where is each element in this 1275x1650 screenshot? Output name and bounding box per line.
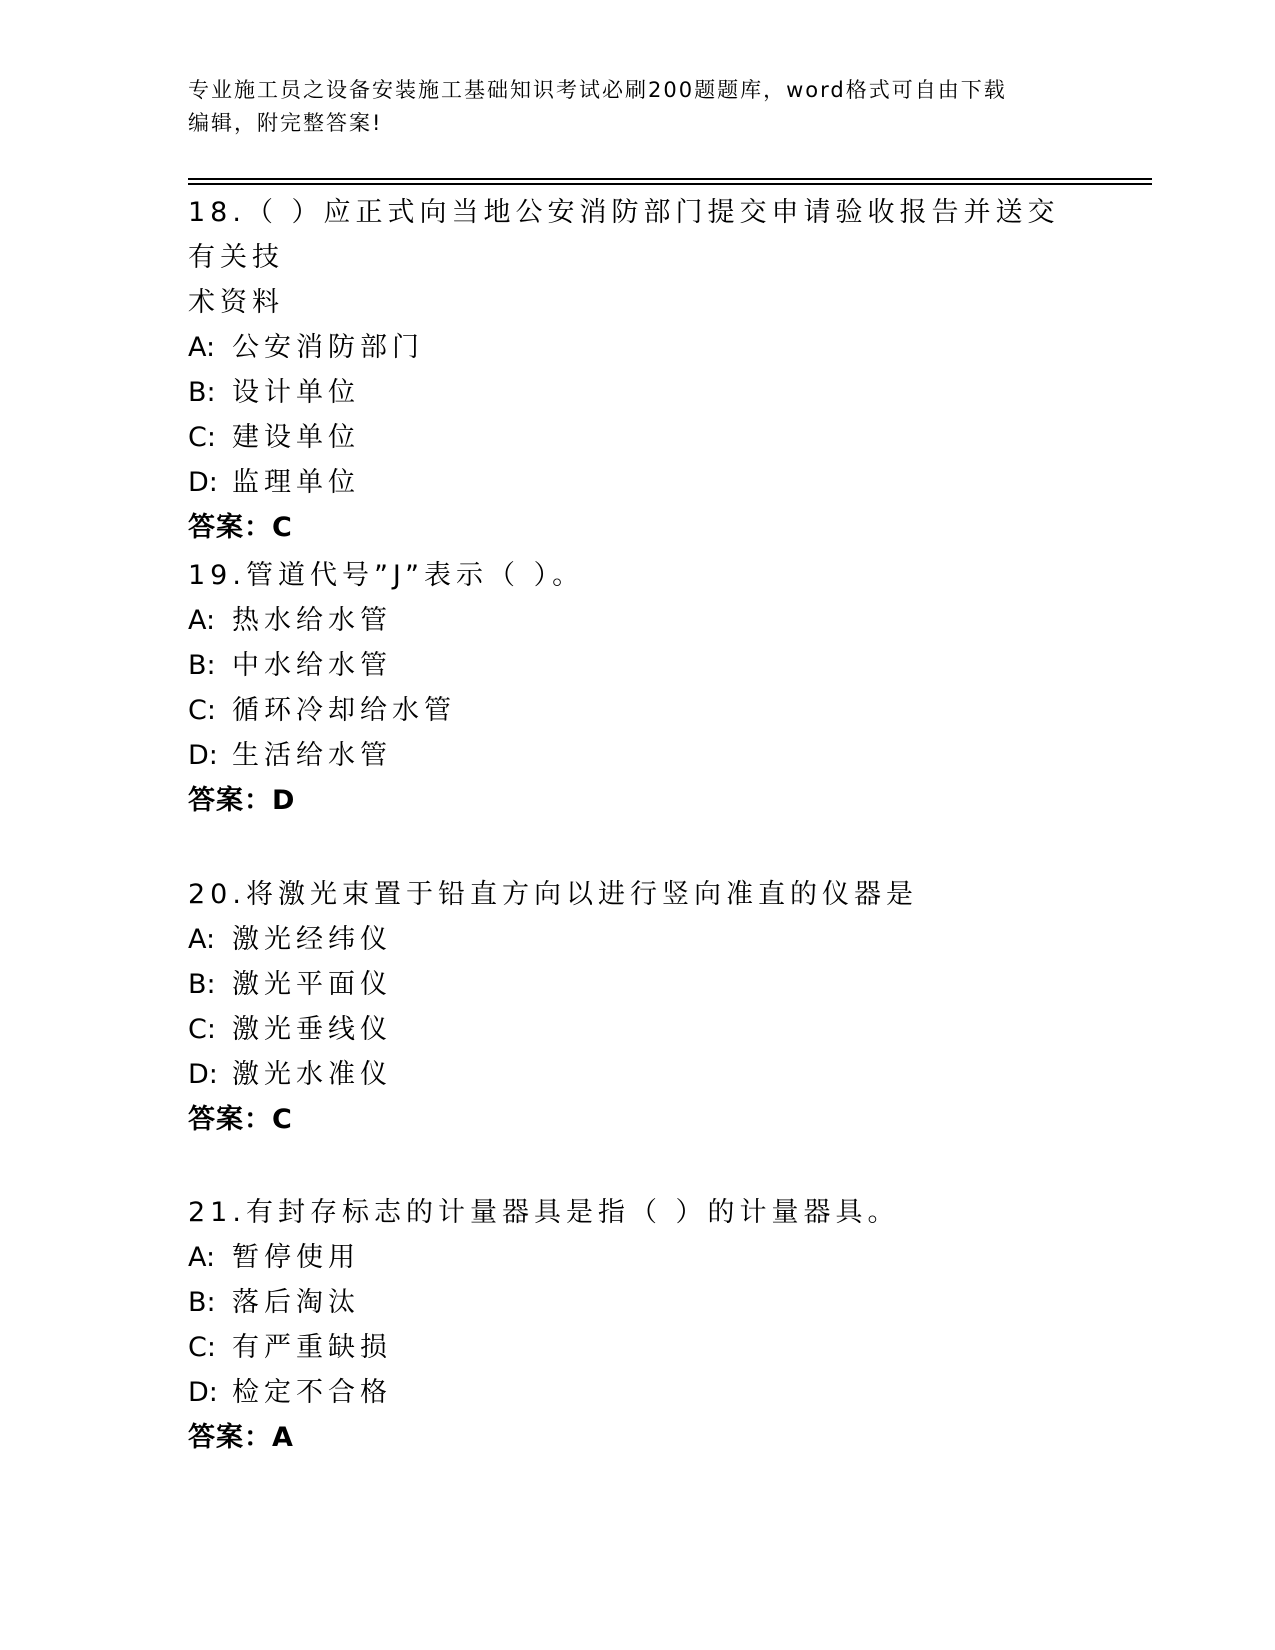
option-text: 循环冷却给水管 bbox=[232, 695, 456, 726]
answer-value: C bbox=[272, 1104, 292, 1135]
option-letter: A: bbox=[188, 1242, 216, 1273]
option-text: 生活给水管 bbox=[232, 740, 392, 771]
option-c bbox=[188, 1325, 1068, 1370]
option-a bbox=[188, 598, 1068, 643]
option-letter: D: bbox=[188, 740, 218, 771]
option-text: 落后淘汰 bbox=[232, 1287, 360, 1318]
question-text: 19.管道代号”J”表示（ ）。 bbox=[188, 560, 585, 591]
option-letter: D: bbox=[188, 467, 218, 498]
option-letter: C: bbox=[188, 1332, 216, 1363]
option-text: 激光平面仪 bbox=[232, 969, 392, 1000]
question-21 bbox=[188, 1190, 1068, 1460]
option-b bbox=[188, 370, 1068, 415]
answer-value: D bbox=[272, 785, 295, 816]
option-text: 中水给水管 bbox=[232, 650, 392, 681]
answer bbox=[188, 778, 1068, 823]
option-letter: B: bbox=[188, 377, 216, 408]
answer-value: C bbox=[272, 512, 292, 543]
option-a bbox=[188, 1235, 1068, 1280]
option-text: 激光水准仪 bbox=[232, 1059, 392, 1090]
option-text: 公安消防部门 bbox=[232, 332, 424, 363]
question-text-continued: 术资料 bbox=[188, 287, 284, 318]
document-header bbox=[188, 74, 1088, 140]
header-line-1: 专业施工员之设备安装施工基础知识考试必刷200题题库，word格式可自由下载 bbox=[188, 78, 1007, 102]
option-b bbox=[188, 643, 1068, 688]
option-letter: C: bbox=[188, 1014, 216, 1045]
header-divider-bottom bbox=[188, 183, 1152, 185]
option-text: 有严重缺损 bbox=[232, 1332, 392, 1363]
option-c bbox=[188, 415, 1068, 460]
option-letter: B: bbox=[188, 1287, 216, 1318]
option-c bbox=[188, 688, 1068, 733]
option-text: 监理单位 bbox=[232, 467, 360, 498]
answer-label: 答案： bbox=[188, 785, 272, 816]
question-text: 18.（ ）应正式向当地公安消防部门提交申请验收报告并送交有关技 bbox=[188, 197, 1060, 273]
option-text: 检定不合格 bbox=[232, 1377, 392, 1408]
question-19 bbox=[188, 553, 1068, 823]
option-letter: B: bbox=[188, 650, 216, 681]
option-letter: D: bbox=[188, 1059, 218, 1090]
answer-value: A bbox=[272, 1422, 293, 1453]
option-text: 暂停使用 bbox=[232, 1242, 360, 1273]
answer-label: 答案： bbox=[188, 512, 272, 543]
answer-label: 答案： bbox=[188, 1104, 272, 1135]
question-18 bbox=[188, 190, 1068, 550]
option-b bbox=[188, 1280, 1068, 1325]
question-text: 20.将激光束置于铅直方向以进行竖向准直的仪器是 bbox=[188, 879, 918, 910]
option-d bbox=[188, 733, 1068, 778]
option-a bbox=[188, 325, 1068, 370]
header-divider-top bbox=[188, 178, 1152, 180]
option-letter: C: bbox=[188, 695, 216, 726]
option-letter: A: bbox=[188, 605, 216, 636]
option-d bbox=[188, 1052, 1068, 1097]
answer-label: 答案： bbox=[188, 1422, 272, 1453]
option-d bbox=[188, 1370, 1068, 1415]
option-letter: A: bbox=[188, 924, 216, 955]
option-c bbox=[188, 1007, 1068, 1052]
option-text: 激光垂线仪 bbox=[232, 1014, 392, 1045]
question-text: 21.有封存标志的计量器具是指（ ）的计量器具。 bbox=[188, 1197, 900, 1228]
option-letter: A: bbox=[188, 332, 216, 363]
answer bbox=[188, 1097, 1068, 1142]
option-letter: B: bbox=[188, 969, 216, 1000]
option-b bbox=[188, 962, 1068, 1007]
option-a bbox=[188, 917, 1068, 962]
option-letter: C: bbox=[188, 422, 216, 453]
option-text: 热水给水管 bbox=[232, 605, 392, 636]
option-letter: D: bbox=[188, 1377, 218, 1408]
question-20 bbox=[188, 872, 1068, 1142]
header-line-2: 编辑，附完整答案! bbox=[188, 111, 383, 135]
answer bbox=[188, 505, 1068, 550]
option-text: 激光经纬仪 bbox=[232, 924, 392, 955]
answer bbox=[188, 1415, 1068, 1460]
option-text: 建设单位 bbox=[232, 422, 360, 453]
option-d bbox=[188, 460, 1068, 505]
option-text: 设计单位 bbox=[232, 377, 360, 408]
